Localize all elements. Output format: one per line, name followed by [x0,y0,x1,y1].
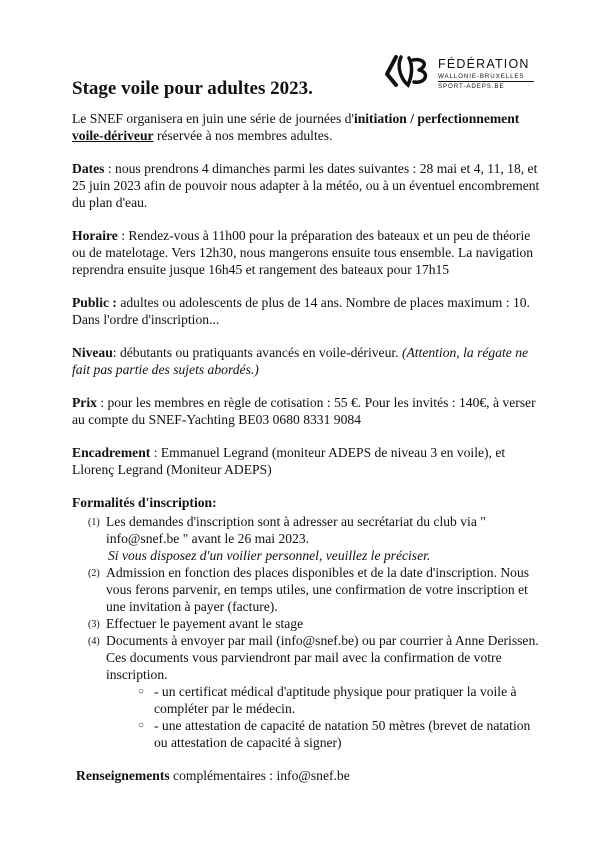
fwb-logo-icon [384,54,432,88]
list-item [72,615,542,632]
step-number: (3) [88,619,100,630]
niveau-note: (Attention, la régate ne fait pas partie des sujets abordés.) [72,345,529,377]
logo-line-federation: FÉDÉRATION [438,57,530,71]
documents-list [106,683,542,751]
step-number: (2) [88,568,100,579]
step-text: Effectuer le payement avant le stage [106,616,304,631]
formalites-heading: Formalités d'inscription: [72,495,217,510]
step-text: Documents à envoyer par mail (info@snef.be) ou par courrier à Anne Derissen. Ces documents vous parviendront par mail avec la confirmation de votre inscription. [106,633,539,682]
section-encadrement: Encadrement : Emmanuel Legrand (moniteur ADEPS de niveau 3 en voile), et Llorenç Legrand (Moniteur ADEPS) [72,445,506,477]
circle-bullet-icon: ○ [138,686,145,697]
section-niveau: Niveau: débutants ou pratiquants avancés en voile-dériveur. (Attention, la régate ne fait pas partie des sujets abordés.) [72,345,529,377]
step-text: Les demandes d'inscription sont à adresser au secrétariat du club via " info@snef.be " avant le 26 mai 2023. [106,514,486,546]
document-text: - une attestation de capacité de natation 50 mètres (brevet de natation ou attestation de capacité à signer) [154,718,531,750]
formalites-steps [72,513,542,751]
step-number: (1) [88,517,100,528]
step-number: (4) [88,636,100,647]
section-prix: Prix : pour les membres en règle de cotisation : 55 €. Pour les invités : 140€, à verser au compte du SNEF-Yachting BE03 0680 8331 9084 [72,395,536,427]
section-public: Public : adultes ou adolescents de plus de 14 ans. Nombre de places maximum : 10. Dans l'ordre d'inscription... [72,295,530,327]
federation-logo [384,54,554,94]
list-item [138,717,542,751]
list-item [72,564,542,615]
intro-paragraph: Le SNEF organisera en juin une série de journées d'initiation / perfectionnement voile-dériveur réservée à nos membres adultes. [72,111,520,143]
intro-voile-deriveur: voile-dériveur [72,128,154,143]
document-text: - un certificat médical d'aptitude physique pour pratiquer la voile à compléter par le médecin. [154,684,517,716]
contact-line: Renseignements complémentaires : info@snef.be [76,768,350,783]
list-item [138,683,542,717]
intro-initiation-bold: initiation / perfectionnement [353,111,520,126]
page-title: Stage voile pour adultes 2023. [72,78,313,99]
section-horaire: Horaire : Rendez-vous à 11h00 pour la préparation des bateaux et un peu de théorie ou de matelotage. Vers 12h30, nous mangerons ensuite tous ensemble. La navigation reprendra ensuite jusque 16h45 et rangement des bateaux pour 17h15 [72,228,534,277]
step-text: Admission en fonction des places disponibles et de la date d'inscription. Nous vous ferons parvenir, en temps utiles, une confirmation de votre inscription et une invitation à payer (facture). [106,565,530,614]
step-note: Si vous disposez d'un voilier personnel, veuillez le préciser. [108,548,431,563]
list-item [72,632,542,751]
logo-line-wallonie-bruxelles: WALLONIE-BRUXELLES [438,73,525,80]
logo-line-website: SPORT-ADEPS.BE [438,83,505,90]
logo-divider [438,81,534,82]
document-body [72,110,542,784]
circle-bullet-icon: ○ [138,720,145,731]
section-dates: Dates : nous prendrons 4 dimanches parmi les dates suivantes : 28 mai et 4, 11, 18, et 25 juin 2023 afin de pouvoir nous adapter à la météo, ou à un éventuel encombrement du plan d'eau. [72,161,540,210]
list-item [72,513,542,564]
